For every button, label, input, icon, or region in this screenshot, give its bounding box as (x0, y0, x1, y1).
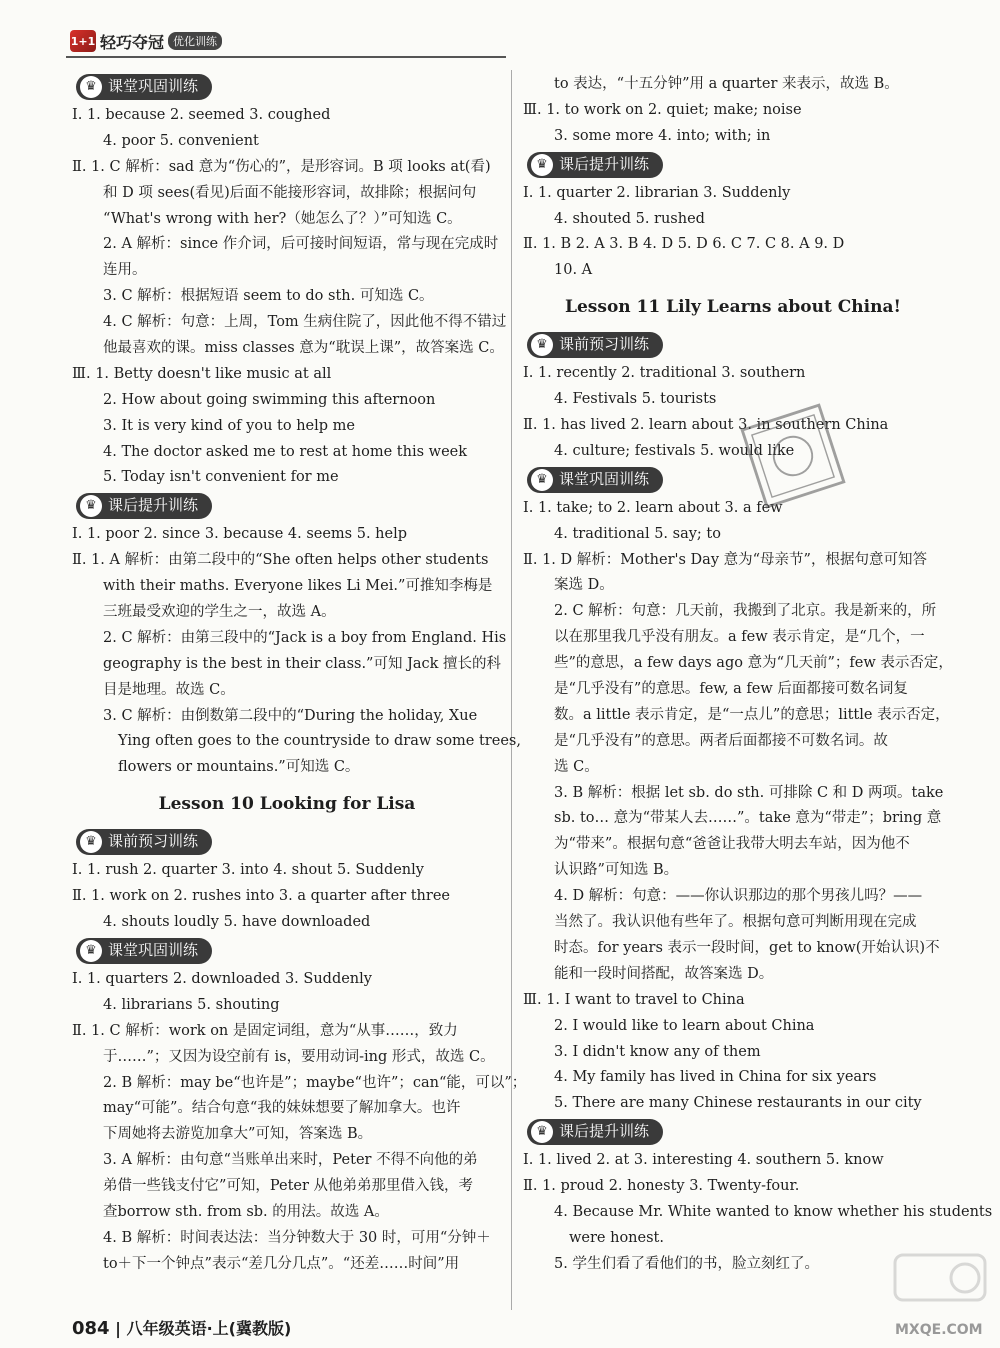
book-title: 八年级英语·上(冀教版) (126, 1319, 292, 1338)
answer-line: 于……”；又因为设空前有 is，要用动词-ing 形式，故选 C。 (103, 1048, 495, 1065)
answer-line: 是“几乎没有”的意思。few, a few 后面都接可数名词复 (554, 681, 908, 698)
page-header (0, 0, 1000, 62)
answer-line: “What's wrong with her?（她怎么了？）”可知选 C。 (103, 210, 462, 227)
answer-line: flowers or mountains.”可知选 C。 (118, 759, 360, 776)
answer-line: Ⅰ. 1. poor 2. since 3. because 4. seems 5. help (72, 526, 408, 543)
answer-line: Ⅲ. 1. Betty doesn't like music at all (72, 365, 332, 382)
section-banner-label: 课堂巩固训练 (108, 77, 199, 96)
brand-tag: 优化训练 (168, 32, 222, 50)
crown-icon: ♛ (531, 334, 553, 356)
answer-line: 时态。for years 表示一段时间，get to know(开始认识)不 (554, 939, 940, 956)
answer-line: 弟借一些钱支付它”可知，Peter 从他弟弟那里借入钱，考 (103, 1178, 474, 1195)
answer-line: Ⅱ. 1. A 解析：由第二段中的“She often helps other students (72, 552, 489, 569)
section-banner-label: 课前预习训练 (559, 335, 650, 354)
section-banner-wrap (523, 465, 943, 496)
answer-line: 2. C 解析：由第三段中的“Jack is a boy from England. His (103, 629, 507, 646)
watermark-icon (890, 1250, 990, 1320)
answer-line: 3. B 解析：根据 let sb. do sth. 可排除 C 和 D 两项。take (554, 784, 944, 801)
answer-line: Ⅱ. 1. B 2. A 3. B 4. D 5. D 6. C 7. C 8. A 9. D (523, 236, 845, 253)
answer-line: Ⅰ. 1. quarter 2. librarian 3. Suddenly (523, 184, 791, 201)
answer-line: sb. to… 意为“带某人去……”。take 意为“带走”；bring 意 (554, 810, 942, 827)
answer-line: 5. There are many Chinese restaurants in our city (554, 1095, 922, 1112)
crown-icon: ♛ (531, 154, 553, 176)
answer-line: 下周她将去游览加拿大”可知，答案选 B。 (103, 1126, 373, 1143)
answer-line: 4. poor 5. convenient (103, 132, 259, 149)
answer-line: Ⅰ. 1. take; to 2. learn about 3. a few (523, 499, 783, 516)
answer-line: 4. librarians 5. shouting (103, 996, 280, 1013)
answer-line: 4. shouts loudly 5. have downloaded (103, 914, 371, 931)
section-banner-label: 课后提升训练 (559, 154, 650, 173)
answer-line: to＋下一个钟点”表示“差几分几点”。“还差……时间”用 (103, 1255, 460, 1272)
right-column (523, 72, 993, 1278)
section-banner (76, 829, 212, 855)
answer-line: 2. C 解析：句意：几天前，我搬到了北京。我是新来的，所 (554, 603, 937, 620)
answer-line: 4. Festivals 5. tourists (554, 391, 717, 408)
answer-line: 4. shouted 5. rushed (554, 210, 705, 227)
answer-line: Ⅱ. 1. C 解析：sad 意为“伤心的”，是形容词。B 项 looks at(看) (72, 158, 491, 175)
section-banner-wrap (72, 827, 502, 858)
answer-line: 以在那里我几乎没有朋友。a few 表示肯定，是“几个，一 (554, 629, 925, 646)
answer-line: 4. traditional 5. say; to (554, 525, 721, 542)
section-banner-label: 课堂巩固训练 (108, 940, 199, 959)
answer-line: 认识路”可知选 B。 (554, 862, 679, 879)
answer-line: 案选 D。 (554, 577, 614, 594)
section-banner (527, 152, 663, 178)
crown-icon: ♛ (531, 1121, 553, 1143)
section-banner-label: 课后提升训练 (108, 496, 199, 515)
section-banner-wrap (72, 491, 502, 522)
answer-line: 连用。 (103, 262, 147, 279)
brand-logo (70, 30, 222, 52)
answer-line: 能和一段时间搭配，故答案选 D。 (554, 965, 774, 982)
answer-line: Ⅰ. 1. recently 2. traditional 3. southern (523, 365, 806, 382)
page-number: 084 (72, 1318, 110, 1339)
answer-line: Ⅰ. 1. quarters 2. downloaded 3. Suddenly (72, 970, 372, 987)
answer-line: 选 C。 (554, 758, 599, 775)
section-banner (76, 938, 212, 964)
answer-line: 4. D 解析：句意：——你认识那边的那个男孩儿吗？—— (554, 888, 923, 905)
answer-line: were honest. (569, 1229, 664, 1246)
answer-line: 些”的意思，a few days ago 意为“几天前”；few 表示否定， (554, 655, 953, 672)
answer-line: to 表达，“十五分钟”用 a quarter 来表示，故选 B。 (554, 76, 899, 92)
section-banner-wrap (523, 1117, 943, 1148)
answer-line: 数。a little 表示肯定，是“一点儿”的意思；little 表示否定， (554, 706, 950, 723)
answer-line: 10. A (554, 262, 593, 279)
answer-line: 3. C 解析：根据短语 seem to do sth. 可知选 C。 (103, 288, 434, 305)
answer-line: 3. A 解析：由句意“当账单出来时，Peter 不得不向他的弟 (103, 1152, 478, 1169)
section-banner (76, 493, 212, 519)
section-banner-wrap (523, 150, 943, 181)
section-banner (527, 1119, 663, 1145)
answer-line: 3. I didn't know any of them (554, 1043, 761, 1060)
answer-line: 2. A 解析：since 作介词，后可接时间短语，常与现在完成时 (103, 236, 499, 253)
answer-line: may“可能”。结合句意“我的妹妹想要了解加拿大。也许 (103, 1100, 461, 1117)
lesson-title: Lesson 11 Lily Learns about China! (565, 297, 901, 318)
section-banner (527, 332, 663, 358)
answer-line: Ying often goes to the countryside to draw some trees, (118, 733, 521, 750)
answer-line: 3. some more 4. into; with; in (554, 127, 771, 144)
answer-line: 4. My family has lived in China for six years (554, 1069, 877, 1086)
answer-line: Ⅰ. 1. rush 2. quarter 3. into 4. shout 5. Suddenly (72, 862, 424, 879)
crown-icon: ♛ (531, 469, 553, 491)
brand-name: 轻巧夺冠 (100, 32, 165, 52)
answer-line: 为“带来”。根据句意“爸爸让我带大明去车站，因为他不 (554, 836, 910, 853)
section-banner-wrap (72, 936, 502, 967)
lesson-title: Lesson 10 Looking for Lisa (158, 794, 416, 815)
answer-line: Ⅱ. 1. C 解析：work on 是固定词组，意为“从事……，致力 (72, 1022, 458, 1039)
answer-line: Ⅰ. 1. because 2. seemed 3. coughed (72, 107, 331, 123)
answer-line: 三班最受欢迎的学生之一，故选 A。 (103, 604, 336, 621)
answer-line: 是“几乎没有”的意思。两者后面都接不可数名词。故 (554, 732, 888, 749)
answer-line: 查borrow sth. from sb. 的用法。故选 A。 (103, 1203, 389, 1220)
crown-icon: ♛ (80, 76, 102, 98)
answer-line: 4. C 解析：句意：上周，Tom 生病住院了，因此他不得不错过 (103, 314, 507, 331)
answer-line: 目是地理。故选 C。 (103, 681, 235, 698)
answer-line: 4. B 解析：时间表达法：当分钟数大于 30 时，可用“分钟＋ (103, 1229, 491, 1246)
answer-line: 2. How about going swimming this afternoon (103, 391, 436, 408)
answer-line: 3. It is very kind of you to help me (103, 417, 355, 434)
crown-icon: ♛ (80, 495, 102, 517)
header-rule (66, 56, 506, 58)
answer-line: 5. 学生们看了看他们的书，脸立刻红了。 (554, 1255, 819, 1272)
answer-line: geography is the best in their class.”可知 Jack 擅长的科 (103, 655, 502, 672)
answer-line: 和 D 项 sees(看见)后面不能接形容词，故排除；根据问句 (103, 184, 477, 201)
section-banner-wrap (72, 72, 502, 103)
answer-line: Ⅲ. 1. to work on 2. quiet; make; noise (523, 101, 802, 118)
section-banner (76, 74, 212, 100)
answer-line: 2. B 解析：may be“也许是”；maybe“也许”；can“能，可以”； (103, 1074, 527, 1091)
answer-line: Ⅲ. 1. I want to travel to China (523, 991, 745, 1008)
answer-line: 2. I would like to learn about China (554, 1017, 815, 1034)
answer-line: Ⅱ. 1. has lived 2. learn about 3. in southern China (523, 417, 889, 434)
answer-line: 5. Today isn't convenient for me (103, 469, 339, 486)
answer-line: Ⅱ. 1. D 解析：Mother's Day 意为“母亲节”，根据句意可知答 (523, 551, 927, 568)
section-banner-label: 课堂巩固训练 (559, 469, 650, 488)
answer-line: 当然了。我认识他有些年了。根据句意可判断用现在完成 (554, 914, 917, 931)
answer-line: 他最喜欢的课。miss classes 意为“耽误上课”，故答案选 C。 (103, 340, 504, 357)
answer-line: with their maths. Everyone likes Li Mei.”可推知李梅是 (103, 578, 493, 595)
crown-icon: ♛ (80, 831, 102, 853)
answer-line: 4. The doctor asked me to rest at home this week (103, 443, 468, 460)
column-divider (511, 70, 512, 1310)
page-footer: 084 | 八年级英语·上(冀教版) (72, 1318, 292, 1339)
answer-line: Ⅱ. 1. proud 2. honesty 3. Twenty-four. (523, 1178, 800, 1195)
answer-line: Ⅰ. 1. lived 2. at 3. interesting 4. southern 5. know (523, 1152, 884, 1169)
watermark-text: MXQE.COM (895, 1322, 983, 1338)
answer-line: 3. C 解析：由倒数第二段中的“During the holiday, Xue (103, 707, 478, 724)
answer-line: Ⅱ. 1. work on 2. rushes into 3. a quarter after three (72, 888, 450, 905)
section-banner (527, 467, 663, 493)
section-banner-wrap (523, 330, 943, 361)
answer-line: 4. Because Mr. White wanted to know whether his students (554, 1203, 993, 1220)
crown-icon: ♛ (80, 940, 102, 962)
logo-mark-icon: 1+1 (70, 30, 96, 52)
section-banner-label: 课前预习训练 (108, 832, 199, 851)
answer-line: 4. culture; festivals 5. would like (554, 442, 795, 459)
left-column (72, 72, 527, 1278)
section-banner-label: 课后提升训练 (559, 1122, 650, 1141)
